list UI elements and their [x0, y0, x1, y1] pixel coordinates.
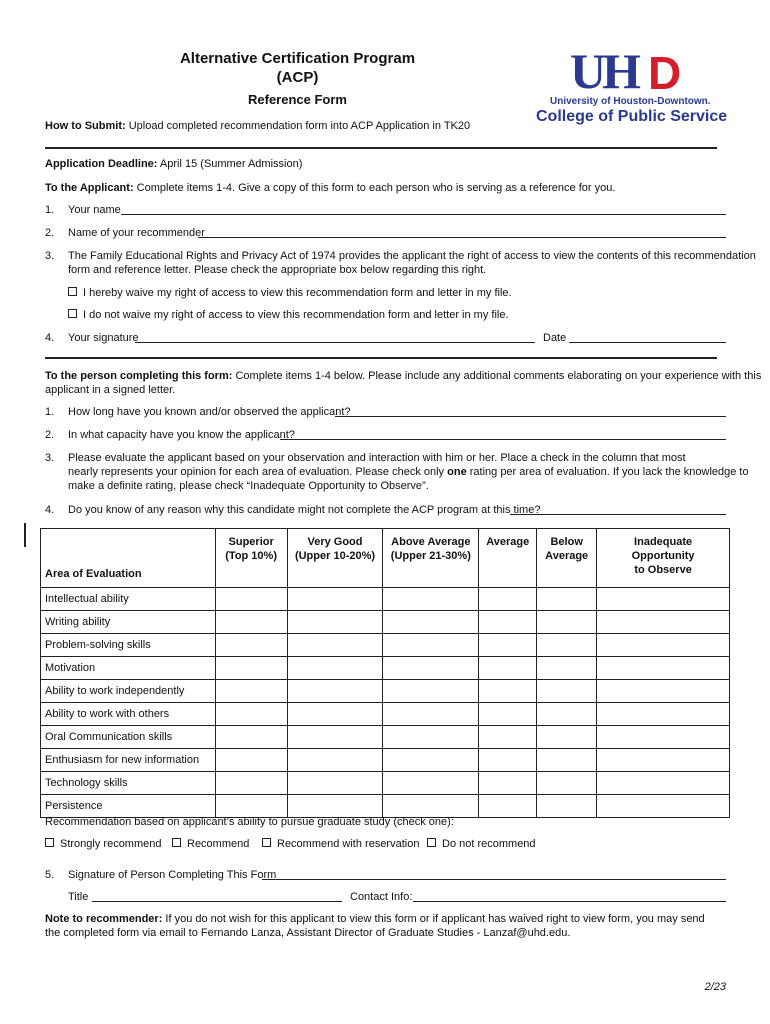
applicant-instructions: To the Applicant: Complete items 1-4. Give a copy of this form to each person who is serving as a reference for you. [45, 182, 616, 194]
area-label: Enthusiasm for new information [41, 749, 216, 772]
q2-field[interactable] [280, 429, 726, 440]
rating-cell[interactable] [479, 611, 537, 634]
area-label: Problem-solving skills [41, 634, 216, 657]
rating-cell[interactable] [215, 634, 287, 657]
table-row [41, 634, 730, 657]
your-signature-field[interactable] [135, 332, 535, 343]
rating-cell[interactable] [215, 726, 287, 749]
rating-cell[interactable] [215, 680, 287, 703]
rating-cell[interactable] [597, 703, 730, 726]
option-strongly-recommend[interactable]: Strongly recommend [45, 838, 162, 850]
rating-cell[interactable] [597, 726, 730, 749]
option-recommend[interactable]: Recommend [172, 838, 249, 850]
q1-label: How long have you known and/or observed the applicant? [68, 406, 351, 418]
recommender-instructions-2: applicant in a signed letter. [45, 384, 176, 396]
recommendation-prompt: Recommendation based on applicant’s ability to pursue graduate study (check one): [45, 816, 454, 828]
rating-cell[interactable] [597, 749, 730, 772]
table-row [41, 772, 730, 795]
column-header: Very Good (Upper 10-20%) [287, 529, 383, 588]
recommender-name-field[interactable] [198, 227, 726, 238]
rating-cell[interactable] [597, 772, 730, 795]
rating-cell[interactable] [215, 795, 287, 818]
rating-cell[interactable] [215, 611, 287, 634]
logo-uh: UH [570, 43, 637, 99]
rating-cell[interactable] [287, 634, 383, 657]
recommender-instructions: To the person completing this form: Complete items 1-4 below. Please include any additional comments elaborating on your experience with this [45, 370, 762, 382]
logo-college: College of Public Service [536, 108, 728, 125]
checkbox-icon[interactable] [427, 838, 436, 847]
ferpa-text-1: The Family Educational Rights and Privacy Act of 1974 provides the applicant the right of access to view the contents of this recommendation [68, 250, 756, 262]
rating-cell[interactable] [479, 634, 537, 657]
rating-cell[interactable] [597, 611, 730, 634]
recommender-name-label: Name of your recommender [68, 227, 205, 239]
column-header: Superior (Top 10%) [215, 529, 287, 588]
area-label: Intellectual ability [41, 588, 216, 611]
date-field[interactable] [569, 332, 726, 343]
item-number: 4. [45, 332, 55, 344]
table-row [41, 611, 730, 634]
table-row [41, 726, 730, 749]
rating-cell[interactable] [479, 680, 537, 703]
checkbox-icon[interactable] [172, 838, 181, 847]
rating-cell[interactable] [383, 611, 479, 634]
rating-cell[interactable] [537, 588, 597, 611]
table-row [41, 680, 730, 703]
checkbox-icon[interactable] [68, 287, 77, 296]
form-subtitle: Reference Form [248, 92, 347, 107]
table-header-row [41, 529, 730, 588]
rating-cell[interactable] [287, 703, 383, 726]
rating-cell[interactable] [287, 749, 383, 772]
divider [45, 147, 717, 149]
rating-cell[interactable] [383, 726, 479, 749]
rating-cell[interactable] [597, 588, 730, 611]
q3-text-2: nearly represents your opinion for each area of evaluation. Please check only one rating per area of evaluation. If you lack the knowledge to [68, 466, 749, 478]
column-header: Inadequate Opportunity to Observe [597, 529, 730, 588]
checkbox-icon[interactable] [68, 309, 77, 318]
rating-cell[interactable] [287, 680, 383, 703]
item-number: 1. [45, 204, 55, 216]
rating-cell[interactable] [479, 588, 537, 611]
item-number: 4. [45, 504, 55, 516]
rating-cell[interactable] [597, 657, 730, 680]
contact-label: Contact Info: [350, 891, 413, 903]
q1-field[interactable] [335, 406, 726, 417]
item-number: 2. [45, 429, 55, 441]
logo-d: D [648, 47, 682, 99]
rating-cell[interactable] [383, 772, 479, 795]
column-header: Average [479, 529, 537, 588]
item-number: 1. [45, 406, 55, 418]
option-do-not-recommend[interactable]: Do not recommend [427, 838, 536, 850]
rating-cell[interactable] [537, 703, 597, 726]
rating-cell[interactable] [383, 795, 479, 818]
rating-cell[interactable] [215, 657, 287, 680]
evaluation-table [40, 528, 730, 818]
rating-cell[interactable] [597, 680, 730, 703]
rating-cell[interactable] [537, 680, 597, 703]
q3-text-1: Please evaluate the applicant based on your observation and interaction with him or her. Place a check in the column that most [68, 452, 686, 464]
area-header: Area of Evaluation [41, 529, 216, 588]
note-to-recommender-2: the completed form via email to Fernando Lanza, Assistant Director of Graduate Studies - Lanzaf@uhd.edu. [45, 927, 571, 939]
rating-cell[interactable] [537, 611, 597, 634]
date-label: Date [543, 332, 567, 344]
table-row [41, 657, 730, 680]
rating-cell[interactable] [537, 726, 597, 749]
your-signature-label: Your signature [68, 332, 139, 344]
rating-cell[interactable] [537, 749, 597, 772]
table-row [41, 703, 730, 726]
rating-cell[interactable] [537, 795, 597, 818]
rating-cell[interactable] [479, 726, 537, 749]
column-header: Above Average (Upper 21-30%) [383, 529, 479, 588]
rating-cell[interactable] [479, 749, 537, 772]
item-number: 3. [45, 452, 55, 464]
checkbox-icon[interactable] [45, 838, 54, 847]
signature-field[interactable] [262, 869, 726, 880]
rating-cell[interactable] [537, 772, 597, 795]
rating-cell[interactable] [597, 795, 730, 818]
area-label: Ability to work independently [41, 680, 216, 703]
note-to-recommender: Note to recommender: If you do not wish for this applicant to view this form or if applicant has waived right to view form, you may send [45, 913, 705, 925]
rating-cell[interactable] [479, 772, 537, 795]
title-label: Title [68, 891, 89, 903]
option-recommend-with-reservation[interactable]: Recommend with reservation [262, 838, 419, 850]
rating-cell[interactable] [479, 795, 537, 818]
form-title: Alternative Certification Program [179, 50, 416, 67]
page-number: 2/23 [704, 981, 726, 993]
rating-cell[interactable] [383, 680, 479, 703]
item-number: 3. [45, 250, 55, 262]
rating-cell[interactable] [383, 749, 479, 772]
q3-text-3: make a definite rating, please check “Inadequate Opportunity to Observe”. [68, 480, 429, 492]
area-label: Persistence [41, 795, 216, 818]
title-field[interactable] [92, 891, 342, 902]
rating-cell[interactable] [383, 588, 479, 611]
rating-cell[interactable] [537, 634, 597, 657]
item-number: 2. [45, 227, 55, 239]
q4-label: Do you know of any reason why this candidate might not complete the ACP program at this time? [68, 504, 541, 516]
rating-cell[interactable] [287, 726, 383, 749]
your-name-label: Your name [68, 204, 121, 216]
area-label: Technology skills [41, 772, 216, 795]
your-name-field[interactable] [121, 204, 726, 215]
signature-label: Signature of Person Completing This Form [68, 869, 277, 881]
rating-cell[interactable] [383, 657, 479, 680]
not-waive-option[interactable]: I do not waive my right of access to view this recommendation form and letter in my file. [68, 309, 509, 321]
text-cursor [24, 523, 26, 547]
deadline: Application Deadline: April 15 (Summer Admission) [45, 158, 303, 170]
rating-cell[interactable] [597, 634, 730, 657]
rating-cell[interactable] [287, 772, 383, 795]
area-label: Oral Communication skills [41, 726, 216, 749]
rating-cell[interactable] [287, 657, 383, 680]
how-to-submit: How to Submit: Upload completed recommendation form into ACP Application in TK20 [45, 120, 471, 132]
rating-cell[interactable] [287, 611, 383, 634]
table-row [41, 588, 730, 611]
q2-label: In what capacity have you know the applicant? [68, 429, 295, 441]
contact-field[interactable] [413, 891, 726, 902]
area-label: Ability to work with others [41, 703, 216, 726]
table-row [41, 795, 730, 818]
table-row [41, 749, 730, 772]
rating-cell[interactable] [287, 795, 383, 818]
form-title-acronym: (ACP) [276, 69, 319, 86]
rating-cell[interactable] [479, 657, 537, 680]
column-header: Below Average [537, 529, 597, 588]
area-label: Writing ability [41, 611, 216, 634]
checkbox-icon[interactable] [262, 838, 271, 847]
rating-cell[interactable] [287, 588, 383, 611]
rating-cell[interactable] [479, 703, 537, 726]
item-number: 5. [45, 869, 55, 881]
logo-university: University of Houston-Downtown. [550, 96, 711, 107]
waive-option[interactable]: I hereby waive my right of access to view this recommendation form and letter in my file. [68, 287, 512, 299]
rating-cell[interactable] [537, 657, 597, 680]
uhd-logo [536, 44, 726, 132]
rating-cell[interactable] [215, 588, 287, 611]
ferpa-text-2: form and reference letter. Please check the appropriate box below regarding this right. [68, 264, 487, 276]
area-label: Motivation [41, 657, 216, 680]
rating-cell[interactable] [383, 703, 479, 726]
divider [45, 357, 717, 359]
rating-cell[interactable] [215, 772, 287, 795]
q4-field[interactable] [510, 504, 726, 515]
rating-cell[interactable] [383, 634, 479, 657]
rating-cell[interactable] [215, 703, 287, 726]
rating-cell[interactable] [215, 749, 287, 772]
